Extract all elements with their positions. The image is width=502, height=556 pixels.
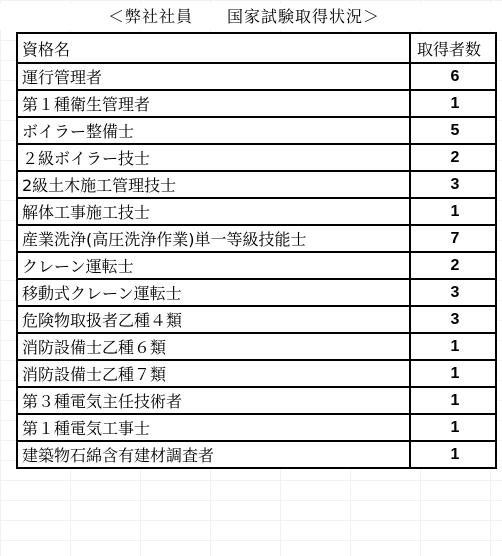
empty-sheet-area [0, 532, 502, 556]
table-row [17, 333, 496, 360]
cell-certification-name: 第１種衛生管理者 [17, 90, 410, 117]
table-row [17, 306, 496, 333]
cell-holder-count: 1 [410, 198, 496, 225]
column-header-name: 資格名 [17, 33, 410, 63]
table-row [17, 414, 496, 441]
table-row [17, 144, 496, 171]
cell-holder-count: 3 [410, 279, 496, 306]
cell-holder-count: 2 [410, 144, 496, 171]
certification-table [16, 32, 497, 469]
cell-holder-count: 1 [410, 387, 496, 414]
table-row [17, 117, 496, 144]
cell-certification-name: 産業洗浄(高圧洗浄作業)単一等級技能士 [17, 225, 410, 252]
cell-holder-count: 1 [410, 414, 496, 441]
cell-certification-name: ２級ボイラー技士 [17, 144, 410, 171]
table-row [17, 63, 496, 90]
cell-holder-count: 3 [410, 306, 496, 333]
page-title: ＜弊社社員 国家試験取得状況＞ [0, 4, 502, 30]
cell-holder-count: 1 [410, 90, 496, 117]
table-header-row [17, 33, 496, 63]
cell-holder-count: 1 [410, 360, 496, 387]
cell-certification-name: クレーン運転士 [17, 252, 410, 279]
cell-certification-name: 解体工事施工技士 [17, 198, 410, 225]
cell-holder-count: 7 [410, 225, 496, 252]
table-row [17, 360, 496, 387]
table-row [17, 279, 496, 306]
cell-certification-name: ボイラー整備士 [17, 117, 410, 144]
cell-holder-count: 5 [410, 117, 496, 144]
cell-holder-count: 2 [410, 252, 496, 279]
cell-holder-count: 1 [410, 333, 496, 360]
table-row [17, 252, 496, 279]
cell-certification-name: 消防設備士乙種６類 [17, 333, 410, 360]
table-row [17, 387, 496, 414]
table-row [17, 171, 496, 198]
table-body [17, 63, 496, 468]
cell-holder-count: 3 [410, 171, 496, 198]
cell-certification-name: 消防設備士乙種７類 [17, 360, 410, 387]
table-row [17, 225, 496, 252]
cell-holder-count: 6 [410, 63, 496, 90]
column-header-count: 取得者数 [410, 33, 496, 63]
table-row [17, 441, 496, 468]
cell-certification-name: 移動式クレーン運転士 [17, 279, 410, 306]
table-row [17, 90, 496, 117]
cell-certification-name: 危険物取扱者乙種４類 [17, 306, 410, 333]
table-row [17, 198, 496, 225]
cell-certification-name: 建築物石綿含有建材調査者 [17, 441, 410, 468]
cell-holder-count: 1 [410, 441, 496, 468]
cell-certification-name: 運行管理者 [17, 63, 410, 90]
cell-certification-name: 第１種電気工事士 [17, 414, 410, 441]
cell-certification-name: 第３種電気主任技術者 [17, 387, 410, 414]
cell-certification-name: 2級土木施工管理技士 [17, 171, 410, 198]
